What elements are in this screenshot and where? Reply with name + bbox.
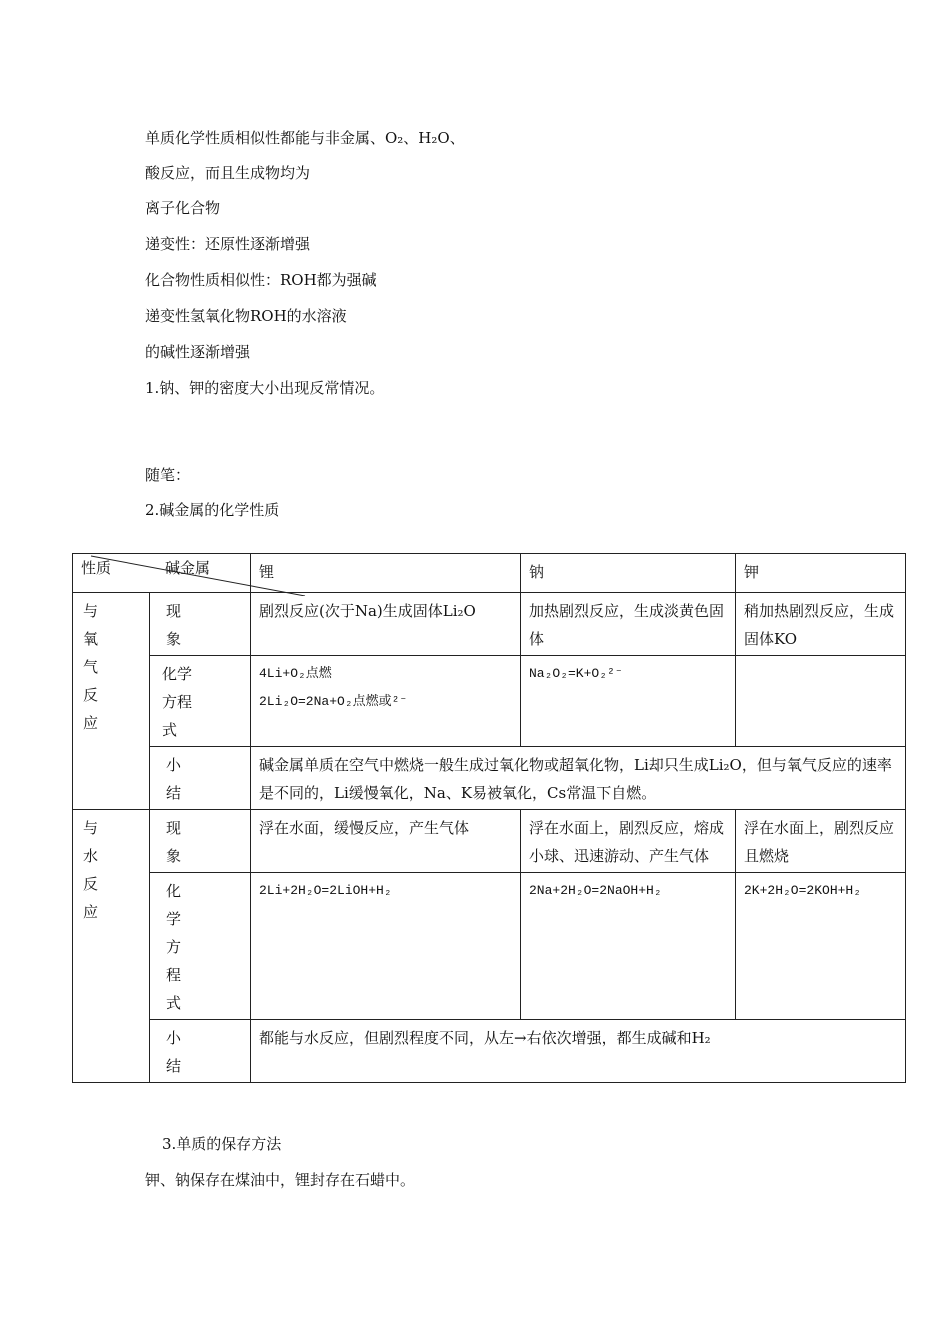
row-label-equation-water: 化学方程式 <box>150 873 251 1020</box>
row-label-phenomenon-water: 现象 <box>150 810 251 873</box>
row-label-equation: 化学方程式 <box>150 656 251 747</box>
water-phenomenon-na: 浮在水面上，剧烈反应，熔成小球、迅速游动、产生气体 <box>521 810 736 873</box>
intro-line-6: 递变性氢氧化物ROH的水溶液 <box>145 307 347 325</box>
corner-label-metal: 碱金属 <box>165 559 211 577</box>
water-equation-row <box>73 873 906 1020</box>
oxygen-equation-li-line1: 4Li+O₂点燃 <box>259 666 332 681</box>
oxygen-summary-text: 碱金属单质在空气中燃烧一般生成过氧化物或超氧化物，Li却只生成Li₂O，但与氧气反应的速率是不同的，Li缓慢氧化，Na、K易被氧化，Cs常温下自燃。 <box>251 747 906 810</box>
table-header-row <box>73 554 906 593</box>
oxygen-phenomenon-na: 加热剧烈反应，生成淡黄色固体 <box>521 593 736 656</box>
intro-line-2: 酸反应，而且生成物均为 <box>145 164 311 182</box>
alkali-metals-table <box>72 553 906 1083</box>
water-phenomenon-k: 浮在水面上，剧烈反应且燃烧 <box>736 810 906 873</box>
row-label-summary: 小结 <box>150 747 251 810</box>
group-label-oxygen: 与氧气反应 <box>73 593 150 810</box>
oxygen-phenomenon-row <box>73 593 906 656</box>
water-equation-na: 2Na+2H₂O=2NaOH+H₂ <box>521 873 736 1020</box>
intro-line-5: 化合物性质相似性：ROH都为强碱 <box>145 271 377 289</box>
water-phenomenon-li: 浮在水面，缓慢反应，产生气体 <box>251 810 521 873</box>
section2-heading: 2.碱金属的化学性质 <box>145 501 280 519</box>
section3-text: 钾、钠保存在煤油中，锂封存在石蜡中。 <box>145 1171 416 1189</box>
oxygen-equation-k <box>736 656 906 747</box>
column-header-na: 钠 <box>521 554 736 593</box>
corner-cell <box>73 554 251 593</box>
water-phenomenon-row <box>73 810 906 873</box>
intro-line-4: 递变性：还原性逐渐增强 <box>145 235 311 253</box>
oxygen-equation-row <box>73 656 906 747</box>
oxygen-phenomenon-k: 稍加热剧烈反应，生成固体KO <box>736 593 906 656</box>
water-summary-row <box>73 1020 906 1083</box>
group-label-water: 与水反应 <box>73 810 150 1083</box>
intro-line-1: 单质化学性质相似性都能与非金属、O₂、H₂O、 <box>145 129 465 147</box>
oxygen-phenomenon-li: 剧烈反应(次于Na)生成固体Li₂O <box>251 593 521 656</box>
row-label-summary-water: 小结 <box>150 1020 251 1083</box>
row-label-phenomenon: 现象 <box>150 593 251 656</box>
oxygen-equation-na: Na₂O₂=K+O₂²⁻ <box>521 656 736 747</box>
water-summary-text: 都能与水反应，但剧烈程度不同，从左→右依次增强，都生成碱和H₂ <box>251 1020 906 1083</box>
intro-line-7: 的碱性逐渐增强 <box>145 343 251 361</box>
oxygen-equation-li-line2: 2Li₂O=2Na+O₂点燃或²⁻ <box>259 694 408 709</box>
oxygen-summary-row <box>73 747 906 810</box>
water-equation-k: 2K+2H₂O=2KOH+H₂ <box>736 873 906 1020</box>
water-equation-li: 2Li+2H₂O=2LiOH+H₂ <box>251 873 521 1020</box>
column-header-li: 锂 <box>251 554 521 593</box>
corner-label-property: 性质 <box>81 559 112 577</box>
note-label: 随笔： <box>145 466 191 484</box>
intro-line-8: 1.钠、钾的密度大小出现反常情况。 <box>145 379 385 397</box>
intro-line-3: 离子化合物 <box>145 199 221 217</box>
oxygen-equation-li <box>251 656 521 747</box>
section3-heading: 3.单质的保存方法 <box>162 1135 282 1153</box>
column-header-k: 钾 <box>736 554 906 593</box>
